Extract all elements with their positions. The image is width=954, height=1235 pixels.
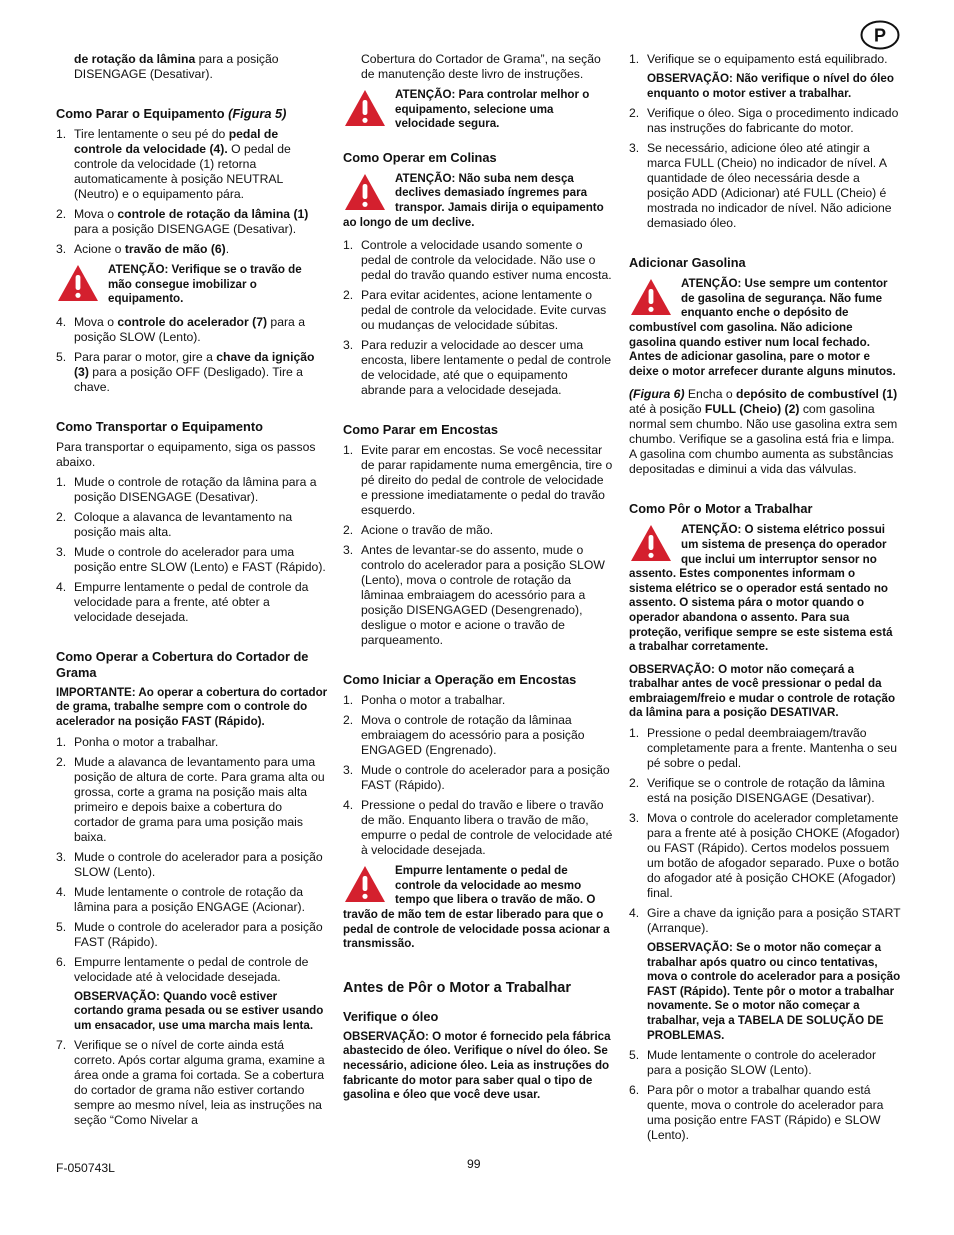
important-note: IMPORTANTE: Ao operar a cobertura do cortador de grama, trabalhe sempre com o controle do acelerador na posição FAST (Rápido).	[56, 685, 328, 728]
list-item: 1. Tire lentamente o seu pé do pedal de controle da velocidade (4). O pedal de controle da velocidade (1) retorna automaticamente à posição NEUTRAL (Neutro) e o equipamento pára.	[56, 127, 291, 201]
list-item: 2. Verifique o óleo. Siga o procedimento indicado nas instruções do fabricante do motor.	[629, 106, 899, 136]
warning-icon	[629, 277, 673, 317]
list-item: 4. Mude lentamente o controle de rotação da lâmina para a posição ENGAGE (Acionar).	[56, 884, 305, 914]
list-item: 4. Gire a chave da ignição para a posição START (Arranque).	[629, 906, 901, 936]
list-item: 2. Mude a alavanca de levantamento para uma posição de altura de corte. Para grama alta ou grossa, corte a grama na posição mais alta primeiro e depois baixe a cobertura do cortador de grama para uma posição mais baixa.	[56, 754, 325, 844]
stop-steps	[56, 127, 328, 257]
warning-icon	[629, 523, 673, 563]
list-item: 4. Mova o controle do acelerador (7) para a posição SLOW (Lento).	[56, 314, 305, 344]
list-item: 1. Controle a velocidade usando somente o pedal de controle da velocidade. Não use o pedal do travão quando estiver numa encosta.	[343, 238, 612, 283]
page-language-badge	[860, 20, 900, 50]
warning-callout: ATENÇÃO: Verifique se o travão de mão consegue imobilizar o equipamento.	[56, 263, 328, 307]
oil-steps	[629, 52, 901, 67]
transport-intro: Para transportar o equipamento, siga os passos abaixo.	[56, 439, 316, 469]
list-item: 7. Verifique se o nível de corte ainda está correto. Após cortar alguma grama, examine a área onde a grama foi cortada. Se a cobertura do cortador de grama não estiver cortando sempre ao mesmo nível, leia as instruções na seção “Como Nivelar a	[56, 1038, 325, 1128]
list-item: 4. Pressione o pedal do travão e libere o travão de mão. Enquanto libera o travão de mão, empurre o pedal de controle de velocidade até à velocidade desejada.	[343, 798, 613, 858]
start-observation: OBSERVAÇÃO: O motor não começará a trabalhar antes de você pressionar o pedal da embraiagem/freio e mudar o controle de rotação da lâmina para a posição DESATIVAR.	[629, 662, 896, 720]
list-item: 1. Verifique se o equipamento está equilibrado.	[629, 52, 888, 66]
list-item: 5. Mude o controle do acelerador para a posição FAST (Rápido).	[56, 919, 323, 949]
list-item: 3. Mova o controle do acelerador completamente para a frente até à posição CHOKE (Afogador) ou FAST (Rápido). Certos modelos possuem um botão de afogador separado. Puxe o botão do afogador até à posição CHOKE (Afogador) final.	[629, 811, 900, 901]
list-item: 3. Mude o controle do acelerador para a posição FAST (Rápido).	[343, 763, 610, 793]
warning-icon	[343, 864, 387, 904]
fuel-paragraph: (Figura 6) Encha o depósito de combustível (1) até à posição FULL (Cheio) (2) com gasolina normal sem chumbo. Não use gasolina extra sem chumbo. Verifique se a gasolina está fria e limpa. A gasolina com chumbo aumenta as substâncias depositadas e diminui a vida das válvulas.	[629, 387, 898, 477]
subsection-title-oil: Verifique o óleo	[343, 1008, 439, 1024]
badge-letter: P	[873, 25, 887, 46]
list-item: 5. Para parar o motor, gire a chave da ignição (3) para a posição OFF (Desligado). Tire a chave.	[56, 349, 315, 394]
warning-callout: ATENÇÃO: Não suba nem desça declives demasiado íngremes para transpor. Jamais dirija o equipamento ao longo de um declive.	[343, 171, 604, 229]
section-title-before-start: Antes de Pôr o Motor a Trabalhar	[343, 979, 572, 996]
oil-note: OBSERVAÇÃO: O motor é fornecido pela fábrica abastecido de óleo. Verifique o nível do óleo. Se necessário, adicione óleo. Leia as instruções do fabricante do motor para saber qual o tipo de gasolina e óleo que você deve usar.	[343, 1029, 611, 1102]
list-item: 2. Para evitar acidentes, acione lentamente o pedal de controle da velocidade. Evite curvas ou mudanças de velocidade súbitas.	[343, 288, 607, 333]
list-item: 2. Verifique se o controle de rotação da lâmina está na posição DISENGAGE (Desativar).	[629, 776, 885, 806]
section-title-slope-stop: Como Parar em Encostas	[343, 422, 499, 438]
warning-icon	[343, 88, 387, 128]
list-item: 3. Se necessário, adicione óleo até atingir a marca FULL (Cheio) no indicador de nível. A quantidade de óleo necessária desde a posição ADD (Adicionar) até FULL (Cheio) é mostrada no indicador de nível. Não adicione demasiado óleo.	[629, 141, 892, 231]
list-item: 3. Mude o controle do acelerador para a posição SLOW (Lento).	[56, 849, 323, 879]
badge-oval-icon	[860, 20, 900, 50]
warning-callout: Empurre lentamente o pedal de controle da velocidade ao mesmo tempo que libera o travão de mão. O travão de mão tem de estar liberado para que o pedal de controle de velocidade possa acionar a transmissão.	[343, 864, 610, 951]
list-item: 2. Mova o controle de rotação da lâminaa embraiagem do acessório para a posição ENGAGED (Engrenado).	[343, 713, 585, 758]
intro-continuation: de rotação da lâmina para a posição DISENGAGE (Desativar).	[74, 52, 279, 81]
document-code: F-050743L	[56, 1161, 115, 1175]
column-left	[56, 52, 328, 1133]
list-item: 6. Para pôr o motor a trabalhar quando está quente, mova o controle do acelerador para uma posição entre FAST (Rápido) e SLOW (Lento).	[629, 1083, 884, 1143]
section-title-fuel: Adicionar Gasolina	[629, 255, 746, 271]
section-title-transport: Como Transportar o Equipamento	[56, 418, 263, 434]
warning-callout: ATENÇÃO: O sistema elétrico possui um sistema de presença do operador que inclui um interruptor sensor no assento. Estes componentes informam o sistema elétrico se o operador está sentado no assento. O sistema pára o motor quando o operador abandona o assento. Para sua proteção, verifique sempre se este sistema está a trabalhar corretamente.	[629, 523, 893, 654]
column-middle	[343, 52, 613, 1108]
page-number: 99	[467, 1157, 481, 1171]
observation-note: OBSERVAÇÃO: Quando você estiver cortando grama pesada ou se estiver usando um ensacador, use uma marcha mais lenta.	[74, 989, 324, 1032]
section-title-hills: Como Operar em Colinas	[343, 149, 497, 165]
list-item: 6. Empurre lentamente o pedal de controle de velocidade até à velocidade desejada.	[56, 954, 309, 984]
list-item: 1. Mude o controle de rotação da lâmina para a posição DISENGAGE (Desativar).	[56, 474, 317, 504]
warning-callout: ATENÇÃO: Para controlar melhor o equipamento, selecione uma velocidade segura.	[343, 88, 613, 132]
list-item: 3. Acione o travão de mão (6).	[56, 242, 230, 256]
warning-callout: ATENÇÃO: Use sempre um contentor de gasolina de segurança. Não fume enquanto enche o depósito de combustível com gasolina. Não adicione gasolina quando estiver num local fechado. Antes de adicionar gasolina, pare o motor e deixe o motor arrefecer durante alguns minutos.	[629, 277, 896, 378]
list-item: 3. Antes de levantar-se do assento, mude o controlo do acelerador para a posição SLOW (Lento), mova o controle de rotação da lâminaa embraiagem do acessório para a posição DISENGAGED (Desengrenado), desligue o motor e acione o travão de parqueamento.	[343, 543, 605, 648]
list-item: 3. Mude o controle do acelerador para uma posição entre SLOW (Lento) e FAST (Rápido).	[56, 544, 326, 574]
section-title-start-engine: Como Pôr o Motor a Trabalhar	[629, 501, 813, 517]
list-item: 1. Pressione o pedal deembraiagem/travão completamente para a frente. Mantenha o seu pé sobre o pedal.	[629, 726, 897, 771]
list-item: 1. Evite parar em encostas. Se você necessitar de parar rapidamente numa emergência, tire o pé direito do pedal de controle de velocidade e pressione imediatamente o pedal do travão esquerdo.	[343, 443, 613, 518]
list-item: 1. Ponha o motor a trabalhar.	[56, 734, 219, 749]
warning-icon	[56, 263, 100, 303]
list-item: 4. Empurre lentamente o pedal de controle da velocidade para a frente, até obter a velocidade desejada.	[56, 579, 309, 624]
list-item: 5. Mude lentamente o controle do acelerador para a posição SLOW (Lento).	[629, 1048, 876, 1078]
list-item: 1. Ponha o motor a trabalhar.	[343, 693, 506, 708]
section-title-stop: Como Parar o Equipamento (Figura 5)	[56, 106, 287, 121]
transport-steps	[56, 475, 328, 625]
list-item: 2. Mova o controle de rotação da lâmina (1) para a posição DISENGAGE (Desativar).	[56, 207, 309, 236]
hills-steps	[343, 238, 613, 398]
oil-observation: OBSERVAÇÃO: Não verifique o nível do óleo enquanto o motor estiver a trabalhar.	[647, 72, 894, 100]
slope-start-steps	[343, 693, 613, 858]
list-item: 2. Acione o travão de mão.	[343, 523, 494, 538]
list-item: 2. Coloque a alavanca de levantamento na posição mais alta.	[56, 509, 293, 539]
slope-stop-steps	[343, 443, 613, 648]
start-observation-4: OBSERVAÇÃO: Se o motor não começar a trabalhar após quatro ou cinco tentativas, mova o controle do acelerador para a posição FAST (Rápido). Tente pôr o motor a trabalhar novamente. Se o motor não começar a trabalhar, veja a TABELA DE SOLUÇÃO DE PROBLEMAS.	[647, 941, 901, 1042]
start-steps	[629, 726, 901, 936]
column-right	[629, 52, 901, 1148]
continued-text: Cobertura do Cortador de Grama”, na seção de manutenção deste livro de instruções.	[361, 52, 601, 81]
warning-icon	[343, 172, 387, 212]
mower-steps	[56, 735, 328, 985]
section-title-slope-start: Como Iniciar a Operação em Encostas	[343, 672, 577, 688]
list-item: 3. Para reduzir a velocidade ao descer uma encosta, libere lentamente o pedal de controle de velocidade, até que o equipamento abrande para a velocidade desejada.	[343, 338, 612, 398]
section-title-mower: Como Operar a Cobertura do Cortador de Grama	[56, 648, 309, 680]
